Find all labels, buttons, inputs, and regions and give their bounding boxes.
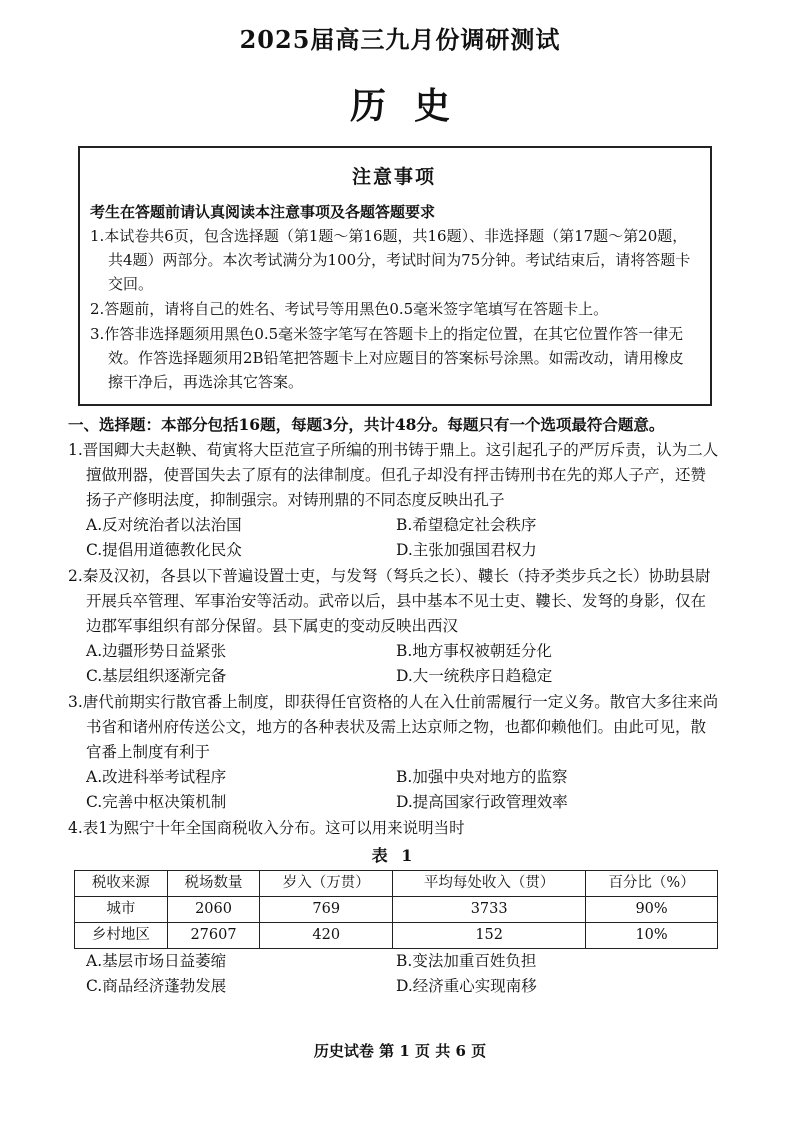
question-content xyxy=(68,412,720,999)
table-cell: 90% xyxy=(586,897,718,923)
option-a: A.改进科举考试程序 xyxy=(86,768,227,786)
options-group xyxy=(68,949,720,999)
question-stem: 1.晋国卿大夫赵鞅、荀寅将大臣范宣子所编的刑书铸于鼎上。这引起孔子的严厉斥责，认为二人擅做刑器，使晋国失去了原有的法律制度。但孔子却没有抨击铸刑书在先的郑人子产，还赞扬子产修明法度，抑制强宗。对铸刑鼎的不同态度反映出孔子 xyxy=(68,441,719,509)
table-cell: 城市 xyxy=(75,897,168,923)
option-c: C.商品经济蓬勃发展 xyxy=(86,977,227,995)
notice-item: 1.本试卷共6页，包含选择题（第1题～第16题，共16题）、非选择题（第17题～第20题，共4题）两部分。本次考试满分为100分，考试时间为75分钟。考试结束后，请将答题卡交回。 xyxy=(90,227,691,293)
table-cell: 27607 xyxy=(167,923,260,949)
options-group xyxy=(68,639,720,689)
section-heading: 一、选择题：本部分包括16题，每题3分，共计48分。每题只有一个选项最符合题意。 xyxy=(68,415,665,434)
page-footer: 历史试卷 第 1 页 共 6 页 xyxy=(313,1042,487,1060)
tax-table xyxy=(74,870,718,949)
option-a: A.基层市场日益萎缩 xyxy=(86,952,227,970)
option-d: D.大一统秩序日趋稳定 xyxy=(396,667,553,685)
notice-box xyxy=(78,146,712,406)
notice-title: 注意事项 xyxy=(351,166,436,188)
question-stem: 3.唐代前期实行散官番上制度，即获得任官资格的人在入仕前需履行一定义务。散官大多往来尚书省和诸州府传送公文，地方的各种表状及需上达京师之物，也都仰赖他们。由此可见，散官番上制度有利于 xyxy=(68,693,719,761)
option-d: D.主张加强国君权力 xyxy=(396,541,537,559)
option-a: A.反对统治者以法治国 xyxy=(86,516,242,534)
option-a: A.边疆形势日益紧张 xyxy=(86,642,227,660)
option-c: C.基层组织逐渐完备 xyxy=(86,667,227,685)
table-header-cell: 岁入（万贯） xyxy=(260,871,393,897)
table-cell: 10% xyxy=(586,923,718,949)
subject-title: 历史 xyxy=(349,85,478,127)
table-cell: 乡村地区 xyxy=(75,923,168,949)
option-b: B.变法加重百姓负担 xyxy=(396,952,537,970)
exam-title: 2025届高三九月份调研测试 xyxy=(239,25,561,54)
notice-item: 3.作答非选择题须用黑色0.5毫米签字笔写在答题卡上的指定位置，在其它位置作答一律无效。作答选择题须用2B铅笔把答题卡上对应题目的答案标号涂黑。如需改动，请用橡皮擦干净后，再选涂其它答案。 xyxy=(90,325,684,391)
options-group xyxy=(68,513,720,563)
option-c: C.提倡用道德教化民众 xyxy=(86,541,242,559)
table-cell: 420 xyxy=(260,923,393,949)
option-b: B.加强中央对地方的监察 xyxy=(396,768,568,786)
table-cell: 2060 xyxy=(167,897,260,923)
table-cell: 152 xyxy=(393,923,586,949)
question-stem: 4.表1为熙宁十年全国商税收入分布。这可以用来说明当时 xyxy=(68,819,465,837)
table-row xyxy=(75,923,718,949)
option-d: D.经济重心实现南移 xyxy=(396,977,537,995)
table-header-cell: 税场数量 xyxy=(167,871,260,897)
table-header-cell: 百分比（%） xyxy=(586,871,718,897)
table-cell: 3733 xyxy=(393,897,586,923)
table-row xyxy=(75,897,718,923)
notice-item: 2.答题前，请将自己的姓名、考试号等用黑色0.5毫米签字笔填写在答题卡上。 xyxy=(90,300,609,318)
table-caption: 表 1 xyxy=(371,846,417,865)
options-group xyxy=(68,765,720,815)
question-stem: 2.秦及汉初，各县以下普遍设置士吏，与发弩（弩兵之长）、鞻长（持矛类步兵之长）协助县尉开展兵卒管理、军事治安等活动。武帝以后，县中基本不见士吏、鞻长、发弩的身影，仅在边郡军事组织有部分保留。县下属吏的变动反映出西汉 xyxy=(68,567,711,635)
option-b: B.地方事权被朝廷分化 xyxy=(396,642,552,660)
table-cell: 769 xyxy=(260,897,393,923)
table-header-cell: 税收来源 xyxy=(75,871,168,897)
notice-intro: 考生在答题前请认真阅读本注意事项及各题答题要求 xyxy=(90,203,436,221)
option-c: C.完善中枢决策机制 xyxy=(86,793,227,811)
table-header-cell: 平均每处收入（贯） xyxy=(393,871,586,897)
option-b: B.希望稳定社会秩序 xyxy=(396,516,537,534)
table-header-row xyxy=(75,871,718,897)
option-d: D.提高国家行政管理效率 xyxy=(396,793,568,811)
